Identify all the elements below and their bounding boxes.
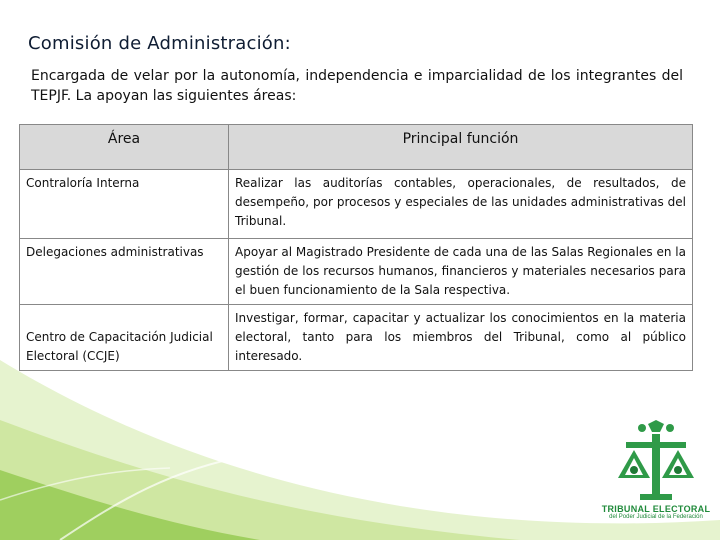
area-cell: Contraloría Interna (20, 170, 229, 239)
table-header-row (20, 125, 693, 170)
logo-name: TRIBUNAL ELECTORAL (601, 504, 711, 514)
function-cell: Apoyar al Magistrado Presidente de cada una de las Salas Regionales en la gestión de los recursos humanos, financieros y materiales necesarios para el buen funcionamiento de la Sala respectiva. (229, 239, 693, 305)
page-title: Comisión de Administración: (28, 33, 291, 54)
table-row (20, 305, 693, 371)
logo-subtitle: del Poder Judicial de la Federación (609, 514, 703, 520)
area-cell: Centro de Capacitación Judicial Electoral (CCJE) (20, 305, 229, 371)
areas-table (19, 124, 693, 371)
function-cell: Investigar, formar, capacitar y actualizar los conocimientos en la materia electoral, tanto para los miembros del Tribunal, como al público interesado. (229, 305, 693, 371)
header-function: Principal función (229, 125, 693, 170)
area-cell: Delegaciones administrativas (20, 239, 229, 305)
function-cell: Realizar las auditorías contables, operacionales, de resultados, de desempeño, por procesos y especiales de las unidades administrativas del Tribunal. (229, 170, 693, 239)
logo-caption (596, 504, 716, 520)
intro-paragraph: Encargada de velar por la autonomía, independencia e imparcialidad de los integrantes del TEPJF. La apoyan las siguientes áreas: (31, 68, 683, 104)
table-row (20, 239, 693, 305)
table-row (20, 170, 693, 239)
header-area: Área (20, 125, 229, 170)
